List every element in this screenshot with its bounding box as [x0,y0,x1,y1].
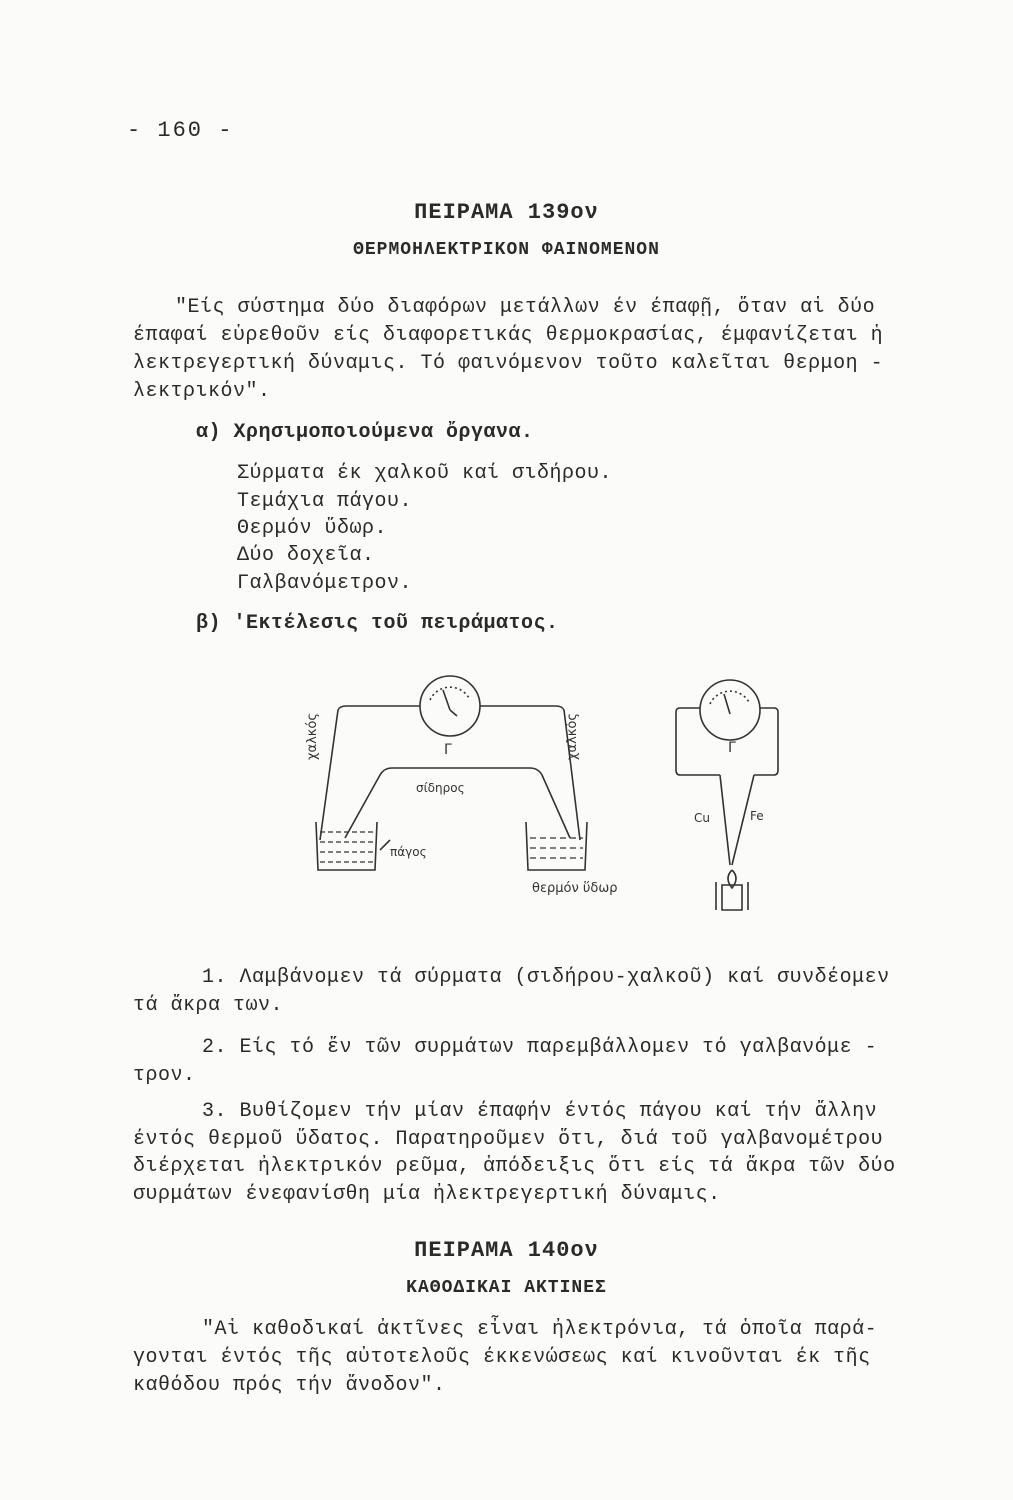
section-a-heading: α) Χρησιμοποιούμενα ὄργανα. [196,421,534,444]
galvanometer-left [420,676,480,736]
ice-fill [320,832,374,862]
iron-wire [345,768,570,838]
ice-beaker [316,822,377,870]
thermocouple-junction [720,775,754,865]
material-item: Θερμόν ὕδωρ. [237,517,388,540]
step-line: διέρχεται ἠλεκτρικόν ρεῦμα, ἀπόδειξις ὅτι είς τά ἄκρα τῶν δύο [133,1155,896,1178]
copper-label-right: χαλκός [565,712,580,760]
copper-wire-left [320,706,420,840]
exp140-intro-line: γονται έντός τῆς αὐτοτελοῦς έκκενώσεως καί κινοῦνται έκ τῆς [133,1346,871,1369]
experiment-140-subheading: ΚΑΘΟΔΙΚΑΙ ΑΚΤΙΝΕΣ [406,1278,607,1298]
fe-wire-right-figure [754,708,778,775]
step-line: 2. Είς τό ἕν τῶν συρμάτων παρεμβάλλομεν τό γαλβανόμε - [202,1036,878,1059]
material-item: Δύο δοχεῖα. [237,544,375,567]
galvanometer-needle [443,690,450,710]
intro-line: λεκτρικόν". [133,380,271,403]
section-b-heading: β) 'Εκτέλεσις τοῦ πειράματος. [196,612,559,635]
cu-label: Cu [694,811,710,825]
intro-line: έπαφαί εὑρεθοῦν είς διαφορετικάς θερμοκρασίας, έμφανίζεται ἡ [133,324,884,347]
step-line: 1. Λαμβάνομεν τά σύρματα (σιδήρου-χαλκοῦ) καί συνδέομεν [202,966,890,989]
water-fill [530,838,583,858]
step-line: 3. Βυθίζομεν τήν μίαν έπαφήν έντός πάγου καί τήν ἄλλην [202,1100,878,1123]
fe-label: Fe [750,809,764,823]
experiment-139-heading: ΠΕΙΡΑΜΑ 139ον [414,200,599,225]
galvanometer-left-label: Γ [444,742,452,758]
step-line: συρμάτων ένεφανίσθη μία ἠλεκτρεγερτική δύναμις. [133,1183,721,1206]
experiment-140-heading: ΠΕΙΡΑΜΑ 140ον [414,1238,599,1263]
hot-water-beaker [526,822,587,870]
step-line: τά ἄκρα των. [133,994,284,1017]
galvanometer-right [700,680,760,740]
exp140-intro-line: καθόδου πρός τήν ἄνοδον". [133,1374,446,1397]
galvanometer-scale [430,687,470,700]
experiment-139-subheading: ΘΕΡΜΟΗΛΕΚΤΡΙΚΟΝ ΦΑΙΝΟΜΕΝΟΝ [353,240,660,260]
step-line: έντός θερμοῦ ὕδατος. Παρατηροῦμεν ὅτι, διά τοῦ γαλβανομέτρου [133,1128,884,1151]
material-item: Τεμάχια πάγου. [237,490,413,513]
ice-label: πάγος [390,845,427,859]
galvanometer-needle-right [724,694,730,714]
material-item: Σύρματα έκ χαλκοῦ καί σιδήρου. [237,462,613,485]
intro-line: λεκτρεγερτική δύναμις. Τό φαινόμενον τοῦτο καλεῖται θερμοη - [133,352,884,375]
step-line: τρον. [133,1064,196,1087]
iron-label: σίδηρος [416,781,465,795]
intro-line: "Είς σύστημα δύο διαφόρων μετάλλων έν έπαφῇ, ὅταν αἱ δύο [175,296,876,319]
thermocouple-diagram [280,670,780,930]
material-item: Γαλβανόμετρον. [237,572,413,595]
cu-wire-right-figure [676,708,720,775]
copper-label-left: χαλκός [305,712,320,760]
exp140-intro-line: "Αἱ καθοδικαί ἀκτῖνες εἶναι ἠλεκτρόνια, τά ὁποῖα παρά- [202,1318,878,1341]
hot-water-label: θερμόν ὕδωρ [532,881,618,896]
galvanometer-right-label: Γ [728,740,736,756]
page-number: - 160 - [127,118,234,143]
